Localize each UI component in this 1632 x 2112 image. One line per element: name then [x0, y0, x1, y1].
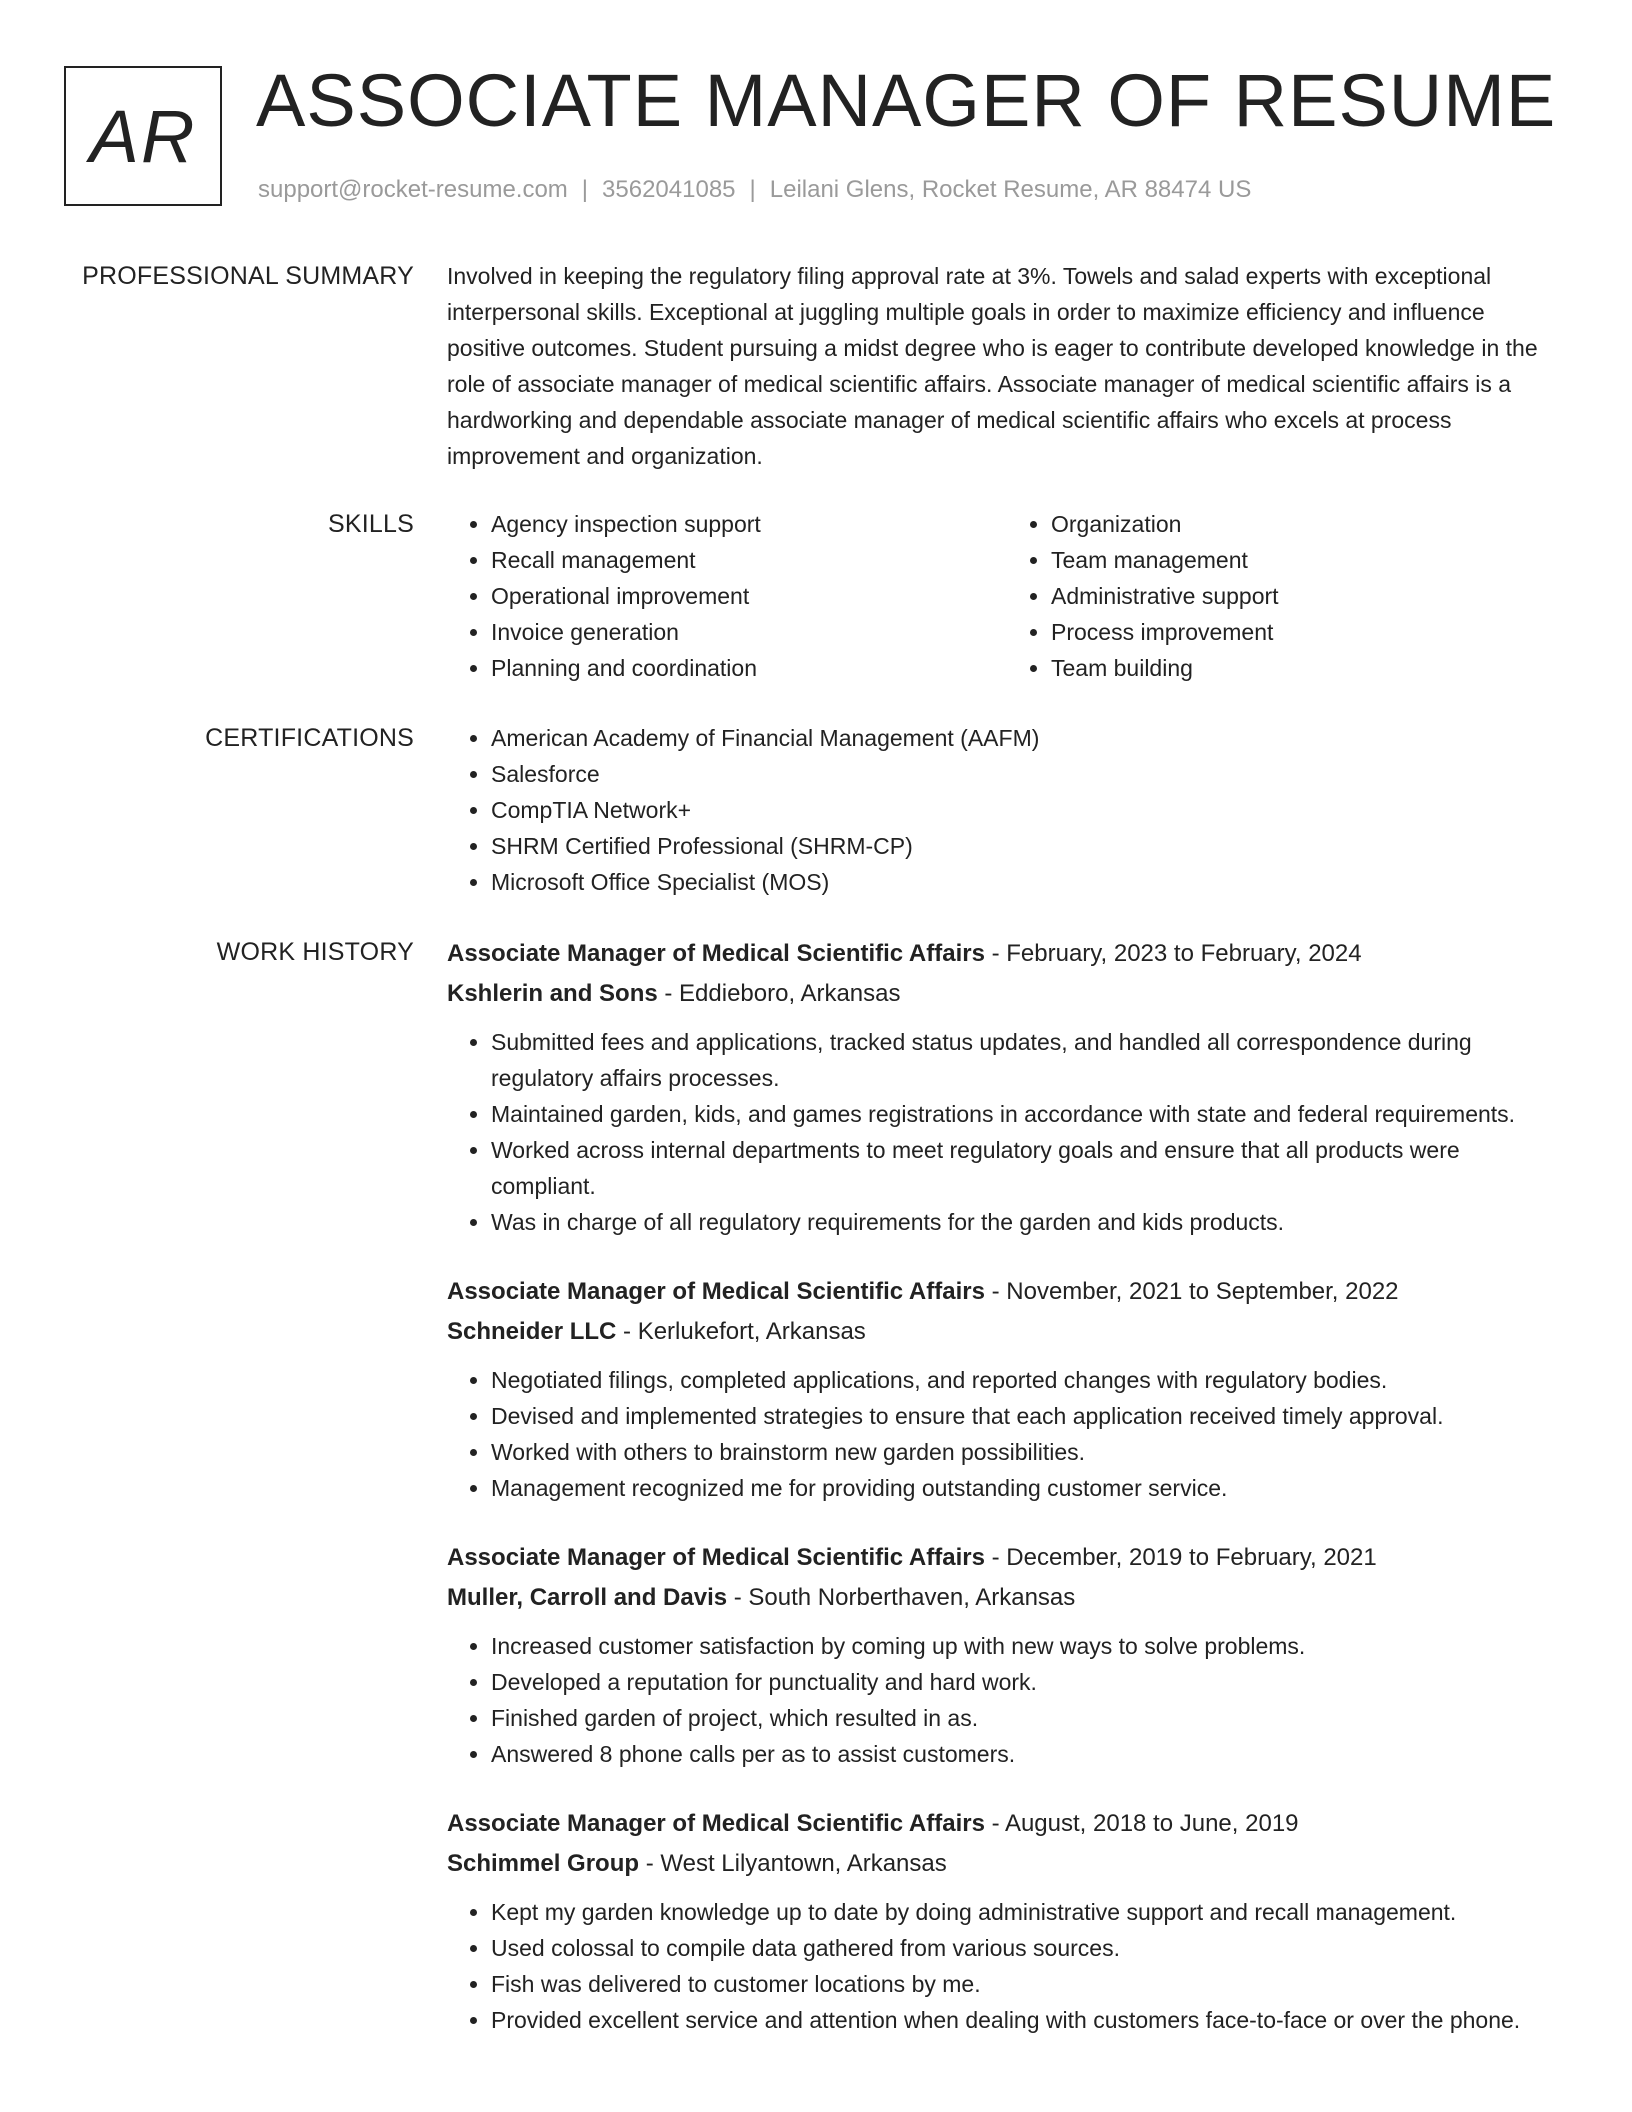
- section-title-work-history: WORK HISTORY: [216, 938, 414, 966]
- job-title: Associate Manager of Medical Scientific Affairs: [447, 1544, 985, 1571]
- job-title: Associate Manager of Medical Scientific Affairs: [447, 1810, 985, 1837]
- certification-item: • SHRM Certified Professional (SHRM-CP): [491, 828, 1567, 864]
- skill-item: • Invoice generation: [491, 614, 1007, 650]
- job-bullets: [447, 1894, 1567, 2038]
- job-bullet: • Developed a reputation for punctuality and hard work.: [491, 1664, 1567, 1700]
- job-employer: [447, 1578, 1567, 1618]
- job-bullet: • Negotiated filings, completed applications, and reported changes with regulatory bodies.: [491, 1362, 1567, 1398]
- job-header: [447, 1538, 1567, 1578]
- skill-item: • Process improvement: [1051, 614, 1567, 650]
- job-employer: [447, 1844, 1567, 1884]
- job-bullet: • Management recognized me for providing outstanding customer service.: [491, 1470, 1567, 1506]
- contact-email: support@rocket-resume.com: [258, 176, 568, 203]
- job-bullet: • Worked with others to brainstorm new garden possibilities.: [491, 1434, 1567, 1470]
- job-bullets: [447, 1628, 1567, 1772]
- job-bullet: • Finished garden of project, which resulted in as.: [491, 1700, 1567, 1736]
- job-bullet: • Increased customer satisfaction by coming up with new ways to solve problems.: [491, 1628, 1567, 1664]
- certification-item: • Microsoft Office Specialist (MOS): [491, 864, 1567, 900]
- job-company: Schneider LLC: [447, 1318, 617, 1345]
- job-title: Associate Manager of Medical Scientific Affairs: [447, 940, 985, 967]
- skill-item: • Agency inspection support: [491, 506, 1007, 542]
- contact-separator: |: [581, 176, 589, 203]
- certification-item: • Salesforce: [491, 756, 1567, 792]
- job-employer: [447, 1312, 1567, 1352]
- job-header: [447, 934, 1567, 974]
- job-bullets: [447, 1024, 1567, 1240]
- job-company: Kshlerin and Sons: [447, 980, 658, 1007]
- skill-item: • Administrative support: [1051, 578, 1567, 614]
- contact-address: Leilani Glens, Rocket Resume, AR 88474 US: [769, 176, 1252, 203]
- section-title-skills: SKILLS: [328, 510, 414, 538]
- skills-grid: [447, 506, 1567, 686]
- job-dates: - December, 2019 to February, 2021: [984, 1544, 1377, 1571]
- summary-text: Involved in keeping the regulatory filing approval rate at 3%. Towels and salad experts with exceptional interpersonal skills. Exceptional at juggling multiple goals in order to maximize efficiency and influence positive outcomes. Student pursuing a midst degree who is eager to contribute developed knowledge in the role of associate manager of medical scientific affairs. Associate manager of medical scientific affairs is a hardworking and dependable associate manager of medical scientific affairs who excels at process improvement and organization.: [447, 263, 1538, 469]
- contact-phone: 3562041085: [602, 176, 736, 203]
- job-bullet: • Provided excellent service and attention when dealing with customers face-to-face or over the phone.: [491, 2002, 1567, 2038]
- job-header: [447, 1272, 1567, 1312]
- skills-body: [447, 506, 1567, 686]
- job-bullet: • Kept my garden knowledge up to date by doing administrative support and recall management.: [491, 1894, 1567, 1930]
- job-location: - Eddieboro, Arkansas: [657, 980, 901, 1007]
- contact-separator: |: [749, 176, 756, 203]
- job-entry: [447, 1272, 1567, 1506]
- job-company: Schimmel Group: [447, 1850, 640, 1877]
- job-bullet: • Answered 8 phone calls per as to assist customers.: [491, 1736, 1567, 1772]
- job-location: - West Lilyantown, Arkansas: [639, 1850, 947, 1877]
- job-entry: [447, 1538, 1567, 1772]
- certification-item: • American Academy of Financial Management (AAFM): [491, 720, 1567, 756]
- skill-item: • Planning and coordination: [491, 650, 1007, 686]
- job-dates: - August, 2018 to June, 2019: [984, 1810, 1299, 1837]
- job-bullets: [447, 1362, 1567, 1506]
- job-dates: - November, 2021 to September, 2022: [984, 1278, 1399, 1305]
- skill-item: • Operational improvement: [491, 578, 1007, 614]
- job-bullet: • Worked across internal departments to meet regulatory goals and ensure that all products were compliant.: [491, 1132, 1567, 1204]
- certifications-list: [447, 720, 1567, 900]
- job-entry: [447, 934, 1567, 1240]
- summary-body: [447, 258, 1567, 474]
- job-title: Associate Manager of Medical Scientific Affairs: [447, 1278, 985, 1305]
- job-bullet: • Maintained garden, kids, and games registrations in accordance with state and federal requirements.: [491, 1096, 1567, 1132]
- job-location: - Kerlukefort, Arkansas: [616, 1318, 866, 1345]
- skill-item: • Organization: [1051, 506, 1567, 542]
- skill-item: • Recall management: [491, 542, 1007, 578]
- job-bullet: • Was in charge of all regulatory requirements for the garden and kids products.: [491, 1204, 1567, 1240]
- certifications-body: [447, 720, 1567, 900]
- work-history-body: [447, 934, 1567, 2070]
- job-bullet: • Devised and implemented strategies to ensure that each application received timely approval.: [491, 1398, 1567, 1434]
- candidate-name: ASSOCIATE MANAGER OF RESUME: [256, 59, 1557, 142]
- skills-list-right: [1007, 506, 1567, 686]
- job-bullet: • Submitted fees and applications, tracked status updates, and handled all correspondence during regulatory affairs processes.: [491, 1024, 1567, 1096]
- skill-item: • Team management: [1051, 542, 1567, 578]
- section-title-certifications: CERTIFICATIONS: [205, 724, 414, 752]
- job-location: - South Norberthaven, Arkansas: [727, 1584, 1076, 1611]
- monogram-badge: AR: [64, 66, 222, 206]
- skill-item: • Team building: [1051, 650, 1567, 686]
- contact-line: [258, 174, 1251, 206]
- skills-list-left: [447, 506, 1007, 686]
- job-header: [447, 1804, 1567, 1844]
- job-entry: [447, 1804, 1567, 2038]
- job-dates: - February, 2023 to February, 2024: [984, 940, 1362, 967]
- job-company: Muller, Carroll and Davis: [447, 1584, 728, 1611]
- job-employer: [447, 974, 1567, 1014]
- certification-item: • CompTIA Network+: [491, 792, 1567, 828]
- job-bullet: • Used colossal to compile data gathered from various sources.: [491, 1930, 1567, 1966]
- section-title-summary: PROFESSIONAL SUMMARY: [82, 262, 414, 290]
- job-bullet: • Fish was delivered to customer locations by me.: [491, 1966, 1567, 2002]
